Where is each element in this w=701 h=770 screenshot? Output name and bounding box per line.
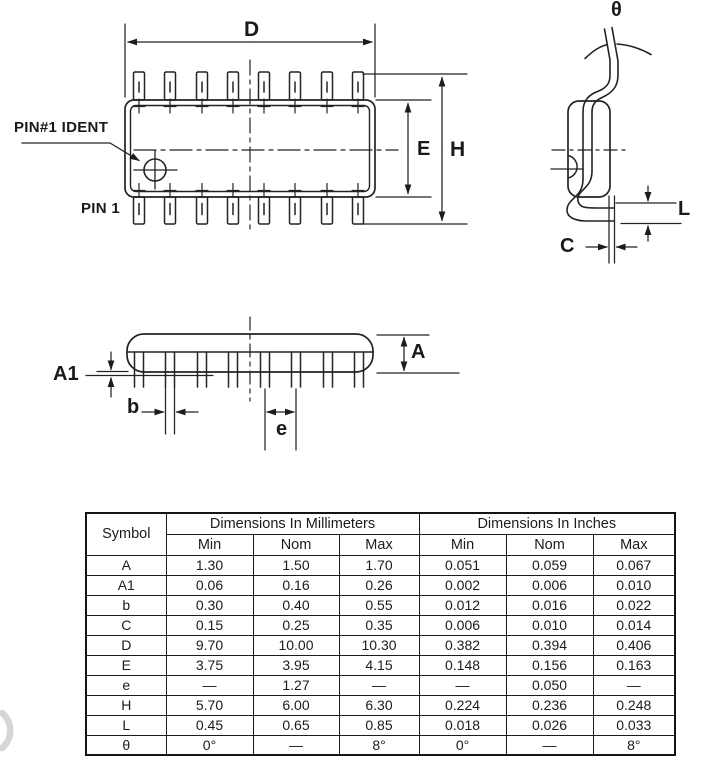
dim-cell: 0.406	[593, 635, 675, 655]
symbol-cell: e	[86, 675, 166, 695]
dim-cell: 0.16	[253, 575, 339, 595]
dim-cell: 8°	[593, 735, 675, 755]
symbol-cell: C	[86, 615, 166, 635]
dim-cell: 0.236	[506, 695, 593, 715]
dim-cell: 0.148	[419, 655, 506, 675]
dim-cell: 0.30	[166, 595, 253, 615]
col-header-mm-group: Dimensions In Millimeters	[166, 513, 419, 534]
dim-cell: 0.002	[419, 575, 506, 595]
dim-cell: 0.006	[506, 575, 593, 595]
dim-cell: 3.75	[166, 655, 253, 675]
col-header-in-nom: Nom	[506, 534, 593, 555]
symbol-cell: A1	[86, 575, 166, 595]
dim-cell: 0.014	[593, 615, 675, 635]
dim-label-l: L	[678, 198, 691, 220]
table-row-c	[86, 615, 675, 635]
dim-cell: 10.00	[253, 635, 339, 655]
dim-cell: 4.15	[339, 655, 419, 675]
dim-cell: —	[253, 735, 339, 755]
table-row-a	[86, 555, 675, 575]
col-header-mm-min: Min	[166, 534, 253, 555]
dim-cell: 0.018	[419, 715, 506, 735]
dim-label-h: H	[450, 138, 466, 161]
dim-label-e-pitch: e	[276, 418, 288, 440]
dimensions-table	[85, 512, 676, 756]
dim-cell: 1.30	[166, 555, 253, 575]
dim-cell: —	[593, 675, 675, 695]
table-row-h	[86, 695, 675, 715]
table-row-a1	[86, 575, 675, 595]
symbol-cell: L	[86, 715, 166, 735]
dim-cell: 0.067	[593, 555, 675, 575]
dim-cell: 0.010	[506, 615, 593, 635]
dim-cell: —	[506, 735, 593, 755]
dim-cell: 0.016	[506, 595, 593, 615]
dim-cell: 6.00	[253, 695, 339, 715]
dim-cell: 8°	[339, 735, 419, 755]
dim-cell: 0.55	[339, 595, 419, 615]
col-header-in-min: Min	[419, 534, 506, 555]
dim-cell: 0°	[419, 735, 506, 755]
dim-label-e: E	[417, 138, 431, 160]
pin1-ident-label: PIN#1 IDENT	[14, 119, 109, 136]
dim-label-d: D	[244, 18, 260, 41]
symbol-cell: D	[86, 635, 166, 655]
dim-label-c: C	[560, 235, 575, 257]
dim-cell: 0.163	[593, 655, 675, 675]
dim-cell: 0.050	[506, 675, 593, 695]
dim-cell: 0.051	[419, 555, 506, 575]
dim-cell: —	[166, 675, 253, 695]
dim-cell: 0.006	[419, 615, 506, 635]
dim-label-a: A	[411, 341, 426, 363]
dim-cell: 0.224	[419, 695, 506, 715]
dim-cell: 0.033	[593, 715, 675, 735]
dim-cell: 0.25	[253, 615, 339, 635]
dim-cell: 0.40	[253, 595, 339, 615]
watermark-mark	[2, 713, 10, 748]
col-header-in-max: Max	[593, 534, 675, 555]
dim-cell: 0.010	[593, 575, 675, 595]
dim-cell: 0.156	[506, 655, 593, 675]
dim-cell: 0.85	[339, 715, 419, 735]
table-row-theta	[86, 735, 675, 755]
col-header-mm-max: Max	[339, 534, 419, 555]
table-row-e-pitch	[86, 675, 675, 695]
symbol-cell: A	[86, 555, 166, 575]
dim-cell: 0.65	[253, 715, 339, 735]
dim-cell: —	[339, 675, 419, 695]
col-header-symbol: Symbol	[86, 513, 166, 555]
dim-label-a1: A1	[53, 363, 79, 385]
front-view-linework	[86, 317, 459, 450]
dim-cell: 1.70	[339, 555, 419, 575]
dim-cell: 3.95	[253, 655, 339, 675]
dim-cell: 0.394	[506, 635, 593, 655]
dim-label-b: b	[127, 396, 140, 418]
table-row-b	[86, 595, 675, 615]
col-header-mm-nom: Nom	[253, 534, 339, 555]
dim-cell: 0.026	[506, 715, 593, 735]
dim-cell: 0.022	[593, 595, 675, 615]
dim-cell: 0.248	[593, 695, 675, 715]
symbol-cell: H	[86, 695, 166, 715]
symbol-cell: E	[86, 655, 166, 675]
side-view-linework	[551, 28, 681, 264]
pin1-label: PIN 1	[81, 200, 121, 217]
col-header-in-group: Dimensions In Inches	[419, 513, 675, 534]
dim-cell: 0.06	[166, 575, 253, 595]
dim-cell: 5.70	[166, 695, 253, 715]
symbol-cell: b	[86, 595, 166, 615]
dim-cell: 0.35	[339, 615, 419, 635]
dim-cell: 0.45	[166, 715, 253, 735]
dim-cell: 1.50	[253, 555, 339, 575]
dim-cell: 10.30	[339, 635, 419, 655]
dim-cell: 0.26	[339, 575, 419, 595]
dim-cell: 0.059	[506, 555, 593, 575]
dim-cell: 6.30	[339, 695, 419, 715]
dim-cell: —	[419, 675, 506, 695]
dim-label-theta: θ	[611, 0, 622, 21]
dim-cell: 0.15	[166, 615, 253, 635]
table-row-e	[86, 655, 675, 675]
dim-cell: 0°	[166, 735, 253, 755]
dim-cell: 0.382	[419, 635, 506, 655]
table-row-d	[86, 635, 675, 655]
symbol-cell: θ	[86, 735, 166, 755]
dim-cell: 9.70	[166, 635, 253, 655]
table-row-l	[86, 715, 675, 735]
dim-cell: 0.012	[419, 595, 506, 615]
dim-cell: 1.27	[253, 675, 339, 695]
